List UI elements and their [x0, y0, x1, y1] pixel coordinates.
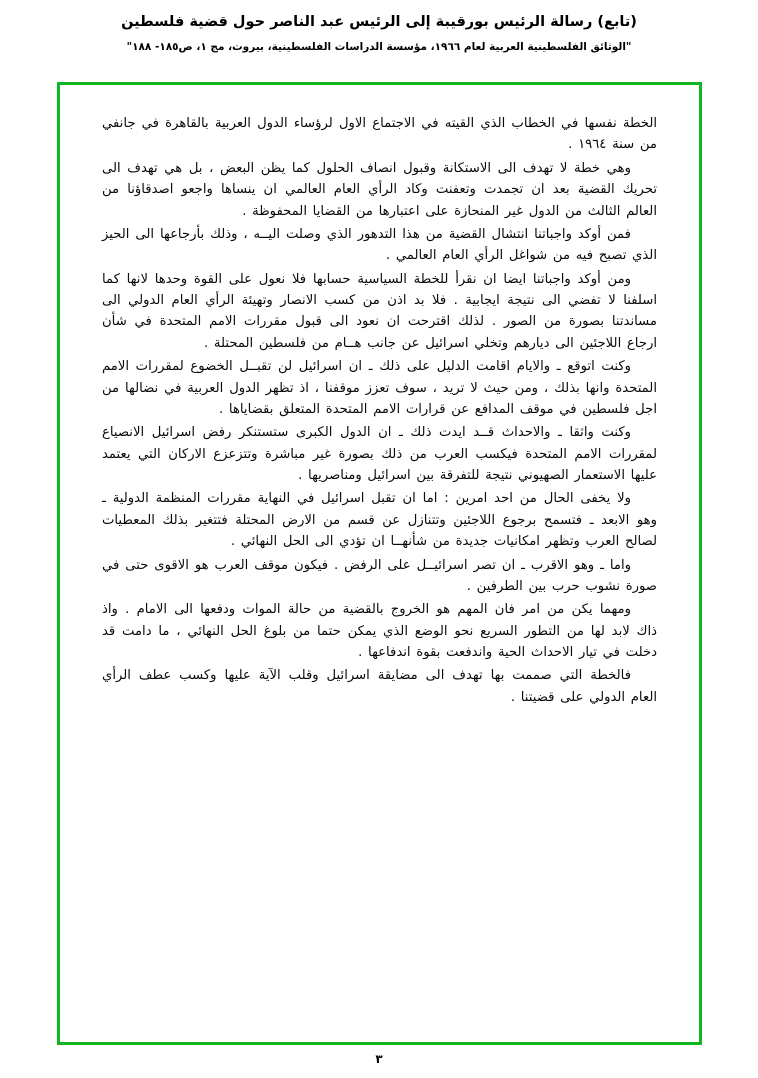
- paragraph: الخطة نفسها في الخطاب الذي القيته في الاجتماع الاول لرؤساء الدول العربية بالقاهرة في جانفي من سنة ١٩٦٤ .: [102, 116, 657, 153]
- page-number: ٣: [375, 1052, 383, 1066]
- paragraph: وهي خطة لا تهدف الى الاستكانة وقبول انصاف الحلول كما يظن البعض ، بل هي تهدف الى تحريك القضية بعد ان تجمدت وتعفنت وكاد الرأي العام العالمي ان ينساها واجعو اصدقاؤنا من العالم الثالث من الدول غير المنحازة على اعتبارها من القضايا المحفوظة .: [102, 160, 657, 219]
- document-header: [0, 0, 758, 55]
- document-content-frame: [57, 82, 702, 1045]
- paragraph: واما ـ وهو الاقرب ـ ان تصر اسرائيــل على الرفض . فيكون موقف العرب هو الاقوى حتى في صورة نشوب حرب بين الطرفين .: [102, 557, 657, 594]
- paragraph: فمن أوكد واجباتنا انتشال القضية من هذا التدهور الذي وصلت اليــه ، وذلك بأرجاعها الى الحيز الذي تصبح فيه من شواغل الرأي العام العالمي .: [102, 226, 657, 264]
- paragraph: ومهما يكن من امر فان المهم هو الخروج بالقضية من حالة الموات ودفعها الى الامام . واذ ذاك لابد لها من التطور السريع نحو الوضع الذي يمكن حتما من بلوغ الحل النهائي ، ما دامت قد دخلت في تيار الاحداث الحية واندفعت بقوة اندفاعها .: [102, 602, 657, 660]
- paragraph: ولا يخفى الحال من احد امرين : اما ان تقبل اسرائيل في النهاية مقررات المنظمة الدولية ـ وهو الابعد ـ فتسمح برجوع اللاجئين وتتنازل عن قسم من الارض المحتلة فتتغير بذلك المعطيات لصالح العرب وتظهر امكانيات جديدة من شأنهــا ان تؤدي الى الحل النهائي .: [102, 491, 657, 550]
- paragraph: ومن أوكد واجباتنا ايضا ان نقرأ للخطة السياسية حسابها فلا نعول على القوة وحدها لانها كما اسلفنا لا تفضي الى نتيجة ايجابية . فلا بد اذن من كسب الانصار وتهيئة الرأي العام الدولي الى مساندتنا بصورة من الصور . لذلك اقترحت ان نعود الى قبول مقررات الامم المتحدة في شأن ارجاع اللاجئين الى ديارهم وتخلي اسرائيل عن جانب هــام من فلسطين المحتلة .: [102, 271, 657, 351]
- paragraph: وكنت اتوقع ـ والايام اقامت الدليل على ذلك ـ ان اسرائيل لن تقبــل الخضوع لمقررات الامم المتحدة وانها بذلك ، ومن حيث لا تريد ، سوف تعزز موقفنا ، اذ تظهر الدول العربية في نضالها من اجل فلسطين في موقف المدافع عن قرارات الامم المتحدة المتعلق بقضاياها .: [102, 359, 657, 417]
- paragraph: وكنت واثقا ـ والاحداث قــد ايدت ذلك ـ ان الدول الكبرى ستستنكر رفض اسرائيل الانصياع لمقررات الامم المتحدة فيكسب العرب من ذلك بصورة غير مباشرة وتتزعزع الاركان التي يعتمد عليها الاستعمار الصهيوني نتيجة للتفرقة بين اسرائيل ومناصريها .: [102, 425, 657, 483]
- document-body: [102, 113, 657, 710]
- document-source-citation: "الوثائق الفلسطينية العربية لعام ١٩٦٦، مؤسسة الدراسات الفلسطينية، بيروت، مج ١، ص١٨٥- ١٨٨": [126, 41, 632, 54]
- page-title: (تابع) رسالة الرئيس بورقيبة إلى الرئيس عبد الناصر حول قضية فلسطين: [121, 14, 637, 30]
- paragraph: فالخطة التي صممت بها تهدف الى مضايقة اسرائيل وقلب الآية عليها وكسب عطف الرأي العام الدولي على قضيتنا .: [102, 668, 657, 705]
